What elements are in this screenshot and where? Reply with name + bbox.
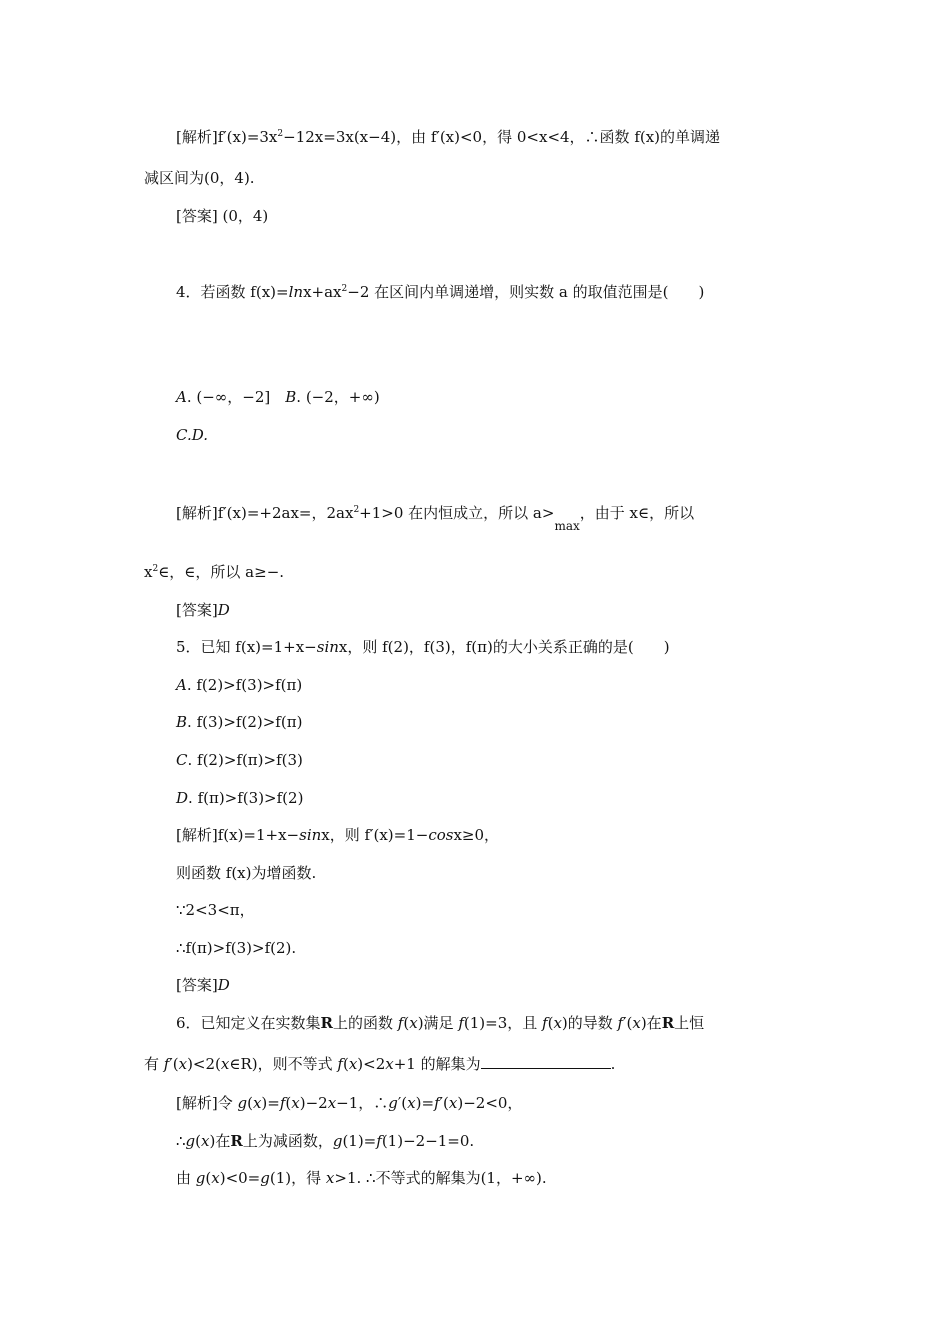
analysis-line-2: 减区间为(0，4). (144, 169, 255, 187)
answer-line: [答案] (0，4) (176, 207, 269, 225)
q4-options-cd: C.D. (176, 426, 208, 444)
question-4: 4．若函数 $f(x)=\ln x+ax^2-2$ 在区间内单调递增，则实数 a 的取值范围是( ) (176, 283, 705, 301)
q5-option-d: D. f(π)>f(3)>f(2) (176, 789, 304, 807)
q6-analysis-2: ∴g(x)在R上为减函数，g(1)=f(1)−2−1=0. (176, 1132, 475, 1150)
q5-analysis-1: [解析]f(x)=1+x−sinx，则 f′(x)=1−cosx≥0， (176, 826, 500, 844)
q5-analysis-4: ∴f(π)>f(3)>f(2). (176, 939, 297, 957)
q5-option-c: C. f(2)>f(π)>f(3) (176, 751, 303, 769)
q4-answer: [答案]D (176, 601, 230, 619)
q5-option-a: A. f(2)>f(3)>f(π) (176, 676, 303, 694)
q4-options-ab: A. (−∞，−2] B. (−2，+∞) (176, 388, 380, 406)
q4-analysis-2: $x^2\in$，∈，所以 a≥−. (144, 563, 285, 581)
question-6-line-1: 6．已知定义在实数集R上的函数 f(x)满足 f(1)=3，且 f(x)的导数 f′(x)在R上恒 (176, 1014, 705, 1032)
q5-option-b: B. f(3)>f(2)>f(π) (176, 713, 303, 731)
question-6-line-2: 有 f′(x)<2(x∈R)，则不等式 f(x)<2x+1 的解集为 . (144, 1055, 616, 1073)
q5-analysis-2: 则函数 f(x)为增函数. (176, 864, 317, 882)
question-5: 5．已知 f(x)=1+x−sinx，则 f(2)，f(3)，f(π)的大小关系正确的是( ) (176, 638, 670, 656)
analysis-line-1: [解析]$f'(x)=3x^2-12x=3x(x-4)$，由 f′(x)<0，得 0<x<4，∴函数 f(x)的单调递 (176, 128, 721, 146)
answer-blank (481, 1054, 611, 1069)
q6-analysis-1: [解析]令 g(x)=f(x)−2x−1，∴g′(x)=f′(x)−2<0， (176, 1094, 523, 1112)
q5-analysis-3: ∵2<3<π， (176, 901, 255, 919)
q5-answer: [答案]D (176, 976, 230, 994)
q6-analysis-3: 由 g(x)<0=g(1)，得 x>1. ∴不等式的解集为(1，+∞). (176, 1169, 547, 1187)
q4-analysis-1: [解析]f′(x)=+2ax=，$2ax^2+1>0$ 在内恒成立，所以 $a>_{max}$，由于 x∈，所以 (176, 504, 695, 533)
